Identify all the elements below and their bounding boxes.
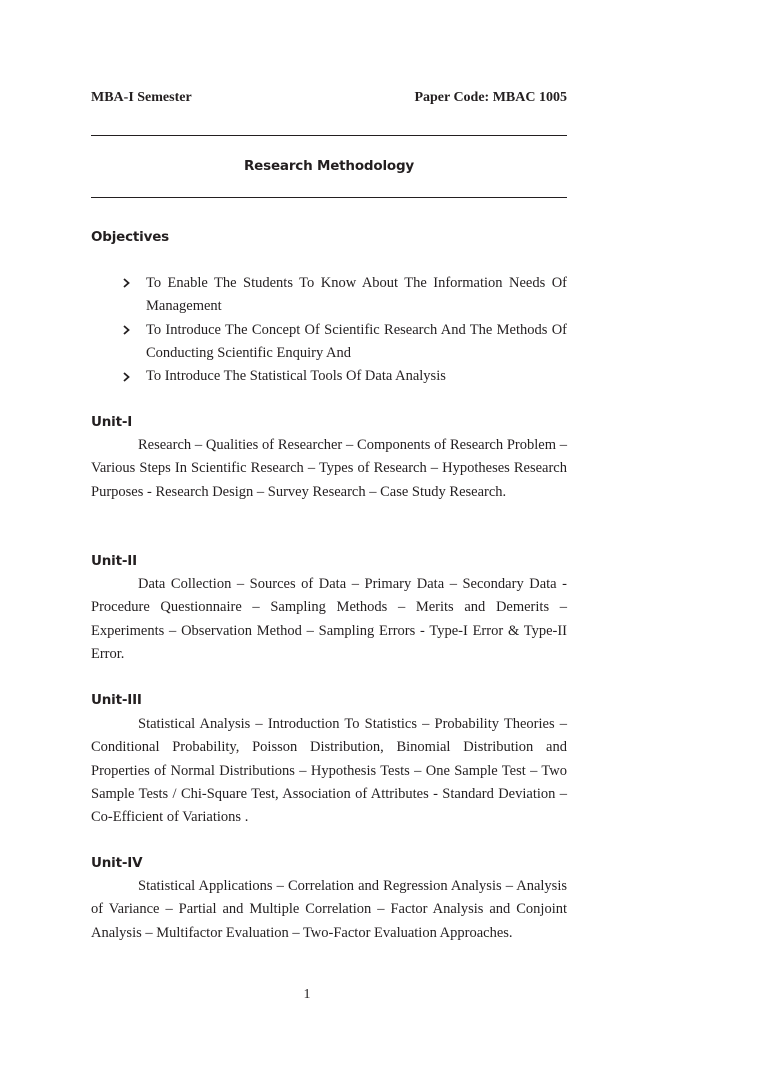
objectives-list	[91, 272, 567, 388]
semester-label: MBA-I Semester	[91, 90, 192, 105]
objective-text: To Introduce The Statistical Tools Of Data Analysis	[146, 368, 446, 385]
list-item	[91, 365, 567, 388]
objectives-heading: Objectives	[91, 229, 169, 245]
unit-1-heading: Unit-I	[91, 414, 133, 430]
page-number: 1	[303, 987, 311, 1002]
objective-text: To Enable The Students To Know About The Information Needs Of Management	[146, 275, 567, 315]
list-item	[91, 319, 567, 366]
chevron-right-icon	[123, 319, 130, 342]
objective-text: To Introduce The Concept Of Scientific Research And The Methods Of Conducting Scientific Enquiry And	[146, 321, 567, 361]
unit-1-body: Research – Qualities of Researcher – Components of Research Problem – Various Steps In Scientific Research – Types of Research – Hypotheses Research Purposes - Research Design – Survey Research – Case Study Research.	[91, 437, 567, 500]
header-divider-bottom	[91, 197, 567, 198]
unit-2-heading: Unit-II	[91, 553, 137, 569]
unit-2-body: Data Collection – Sources of Data – Primary Data – Secondary Data - Procedure Questionnaire – Sampling Methods – Merits and Demerits – Experiments – Observation Method – Sampling Errors - Type-I Error & Type-II Error.	[91, 576, 567, 662]
chevron-right-icon	[123, 365, 130, 388]
unit-3-heading: Unit-III	[91, 692, 142, 708]
chevron-right-icon	[123, 272, 130, 295]
unit-4-body: Statistical Applications – Correlation and Regression Analysis – Analysis of Variance – Partial and Multiple Correlation – Factor Analysis and Conjoint Analysis – Multifactor Evaluation – Two-Factor Evaluation Approaches.	[91, 878, 567, 941]
unit-3-body: Statistical Analysis – Introduction To Statistics – Probability Theories – Conditional Probability, Poisson Distribution, Binomial Distribution and Properties of Normal Distributions – Hypothesis Tests – One Sample Test – Two Sample Tests / Chi-Square Test, Association of Attributes - Standard Deviation – Co-Efficient of Variations .	[91, 716, 567, 826]
document-title: Research Methodology	[243, 158, 415, 174]
document-page	[91, 0, 567, 1087]
unit-4-heading: Unit-IV	[91, 855, 143, 871]
list-item	[91, 272, 567, 319]
paper-code-label: Paper Code: MBAC 1005	[414, 90, 567, 105]
header-divider-top	[91, 135, 567, 136]
page-header	[91, 90, 567, 110]
